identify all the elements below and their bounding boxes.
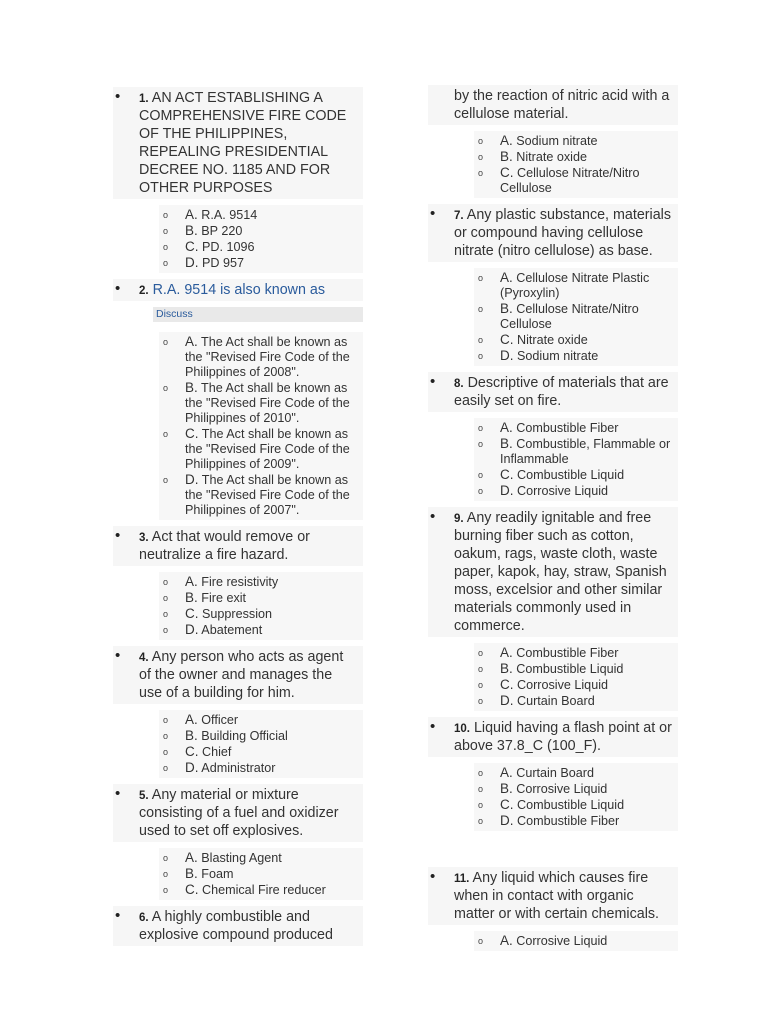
option: o C. Chief — [163, 744, 232, 759]
circle-bullet-icon: o — [163, 885, 169, 895]
circle-bullet-icon: o — [478, 168, 484, 178]
question-text: A highly combustible and explosive compound produced — [139, 909, 333, 943]
circle-bullet-icon: o — [163, 853, 169, 863]
options-list — [159, 848, 363, 900]
circle-bullet-icon: o — [478, 423, 484, 433]
bullet-icon: • — [115, 907, 121, 924]
options-list — [159, 572, 363, 640]
circle-bullet-icon: o — [163, 869, 169, 879]
circle-bullet-icon: o — [478, 273, 484, 283]
circle-bullet-icon: o — [478, 335, 484, 345]
option: o A. Sodium nitrate — [478, 133, 598, 148]
circle-bullet-icon: o — [478, 936, 484, 946]
question-text: R.A. 9514 is also known as — [148, 282, 326, 298]
option: o B. Combustible Liquid — [478, 661, 624, 676]
question-7 — [428, 204, 678, 262]
option: o C. Nitrate oxide — [478, 332, 588, 347]
circle-bullet-icon: o — [478, 696, 484, 706]
bullet-icon: • — [430, 718, 436, 735]
option: o C. Suppression — [163, 606, 273, 621]
circle-bullet-icon: o — [478, 152, 484, 162]
circle-bullet-icon: o — [163, 763, 169, 773]
option: o B. The Act shall be known as the "Revised Fire Code of the Philippines of 2010". — [163, 380, 350, 425]
circle-bullet-icon: o — [478, 664, 484, 674]
question-number: 1. — [139, 93, 149, 105]
question-number: 11. — [454, 873, 470, 885]
question-4 — [113, 646, 363, 704]
options-list — [159, 710, 363, 778]
circle-bullet-icon: o — [163, 210, 169, 220]
discuss-link[interactable]: Discuss — [153, 307, 363, 322]
bullet-icon: • — [115, 88, 121, 105]
option: o A. Officer — [163, 712, 239, 727]
option: o A. Cellulose Nitrate Plastic (Pyroxylin) — [478, 270, 650, 300]
option: o A. Combustible Fiber — [478, 420, 619, 435]
circle-bullet-icon: o — [478, 784, 484, 794]
option: o B. Nitrate oxide — [478, 149, 587, 164]
circle-bullet-icon: o — [478, 486, 484, 496]
question-text: AN ACT ESTABLISHING A COMPREHENSIVE FIRE CODE OF THE PHILIPPINES, REPEALING PRESIDENTIAL DECREE NO. 1185 AND FOR OTHER PURPOSES — [139, 90, 347, 196]
question-6 — [113, 906, 363, 946]
circle-bullet-icon: o — [478, 304, 484, 314]
circle-bullet-icon: o — [163, 593, 169, 603]
circle-bullet-icon: o — [163, 609, 169, 619]
bullet-icon: • — [430, 205, 436, 222]
question-2 — [113, 279, 363, 301]
question-number: 8. — [454, 378, 464, 390]
bullet-icon: • — [115, 280, 121, 297]
bullet-icon: • — [430, 373, 436, 390]
question-number: 4. — [139, 652, 149, 664]
bullet-icon: • — [430, 868, 436, 885]
option: o C. Cellulose Nitrate/Nitro Cellulose — [478, 165, 640, 195]
options-list — [474, 131, 678, 198]
circle-bullet-icon: o — [478, 351, 484, 361]
option: o D. Sodium nitrate — [478, 348, 599, 363]
circle-bullet-icon: o — [163, 258, 169, 268]
options-list — [159, 332, 363, 520]
circle-bullet-icon: o — [478, 648, 484, 658]
bullet-icon: • — [115, 647, 121, 664]
spacer — [428, 837, 678, 867]
options-list — [159, 205, 363, 273]
circle-bullet-icon: o — [163, 226, 169, 236]
circle-bullet-icon: o — [478, 470, 484, 480]
question-number: 5. — [139, 790, 149, 802]
question-8 — [428, 372, 678, 412]
question-number: 10. — [454, 723, 470, 735]
option: o A. Combustible Fiber — [478, 645, 619, 660]
option: o D. Abatement — [163, 622, 263, 637]
option: o B. Combustible, Flammable or Inflammable — [478, 436, 671, 466]
circle-bullet-icon: o — [163, 242, 169, 252]
circle-bullet-icon: o — [163, 731, 169, 741]
question-text: Descriptive of materials that are easily set on fire. — [454, 375, 669, 409]
circle-bullet-icon: o — [163, 577, 169, 587]
option: o A. The Act shall be known as the "Revised Fire Code of the Philippines of 2008". — [163, 334, 350, 379]
circle-bullet-icon: o — [478, 136, 484, 146]
question-5 — [113, 784, 363, 842]
left-column — [113, 87, 363, 952]
circle-bullet-icon: o — [163, 475, 169, 485]
question-text: Any material or mixture consisting of a fuel and oxidizer used to set off explosives. — [139, 787, 339, 839]
question-number: 7. — [454, 210, 464, 222]
options-list — [474, 763, 678, 831]
option: o D. The Act shall be known as the "Revised Fire Code of the Philippines of 2007". — [163, 472, 350, 517]
question-6-continuation — [428, 85, 678, 125]
option: o D. Curtain Board — [478, 693, 595, 708]
question-10 — [428, 717, 678, 757]
bullet-icon: • — [430, 508, 436, 525]
circle-bullet-icon: o — [163, 747, 169, 757]
options-list — [474, 643, 678, 711]
option: o D. PD 957 — [163, 255, 245, 270]
question-text: by the reaction of nitric acid with a cellulose material. — [454, 88, 670, 122]
options-list — [474, 931, 678, 951]
option: o C. The Act shall be known as the "Revised Fire Code of the Philippines of 2009". — [163, 426, 350, 471]
circle-bullet-icon: o — [163, 337, 169, 347]
option: o B. Fire exit — [163, 590, 247, 605]
question-number: 9. — [454, 513, 464, 525]
question-number: 6. — [139, 912, 149, 924]
option: o C. PD. 1096 — [163, 239, 255, 254]
option: o B. Cellulose Nitrate/Nitro Cellulose — [478, 301, 639, 331]
question-number: 2. — [139, 285, 149, 297]
options-list — [474, 418, 678, 501]
question-text: Liquid having a flash point at or above 37.8_C (100_F). — [454, 720, 672, 754]
circle-bullet-icon: o — [478, 816, 484, 826]
option: o C. Combustible Liquid — [478, 467, 625, 482]
circle-bullet-icon: o — [163, 625, 169, 635]
question-text: Any plastic substance, materials or compound having cellulose nitrate (nitro cellulose) as base. — [454, 207, 671, 259]
circle-bullet-icon: o — [163, 429, 169, 439]
option: o D. Corrosive Liquid — [478, 483, 608, 498]
option: o A. Fire resistivity — [163, 574, 279, 589]
circle-bullet-icon: o — [478, 800, 484, 810]
option: o A. Blasting Agent — [163, 850, 282, 865]
circle-bullet-icon: o — [163, 715, 169, 725]
option: o C. Chemical Fire reducer — [163, 882, 326, 897]
question-text: Any person who acts as agent of the owner and manages the use of a building for him. — [139, 649, 344, 701]
bullet-icon: • — [115, 527, 121, 544]
question-number: 3. — [139, 532, 149, 544]
option: o B. Foam — [163, 866, 234, 881]
question-text: Any liquid which causes fire when in contact with organic matter or with certain chemicals. — [454, 870, 659, 922]
question-text: Any readily ignitable and free burning fiber such as cotton, oakum, rags, waste cloth, waste paper, kapok, hay, straw, Spanish moss, excelsior and other similar materials commonly used in commerce. — [454, 510, 667, 634]
options-list — [474, 268, 678, 366]
question-text: Act that would remove or neutralize a fire hazard. — [139, 529, 310, 563]
circle-bullet-icon: o — [163, 383, 169, 393]
option: o D. Combustible Fiber — [478, 813, 620, 828]
question-11 — [428, 867, 678, 925]
option: o B. Corrosive Liquid — [478, 781, 608, 796]
bullet-icon: • — [115, 785, 121, 802]
circle-bullet-icon: o — [478, 439, 484, 449]
right-column — [428, 85, 678, 957]
option: o B. Building Official — [163, 728, 288, 743]
question-3 — [113, 526, 363, 566]
option: o D. Administrator — [163, 760, 276, 775]
option: o A. Curtain Board — [478, 765, 594, 780]
circle-bullet-icon: o — [478, 680, 484, 690]
option: o B. BP 220 — [163, 223, 243, 238]
question-1 — [113, 87, 363, 199]
option: o C. Corrosive Liquid — [478, 677, 608, 692]
option: o A. R.A. 9514 — [163, 207, 258, 222]
circle-bullet-icon: o — [478, 768, 484, 778]
question-9 — [428, 507, 678, 637]
option: o C. Combustible Liquid — [478, 797, 625, 812]
option: o A. Corrosive Liquid — [478, 933, 608, 948]
